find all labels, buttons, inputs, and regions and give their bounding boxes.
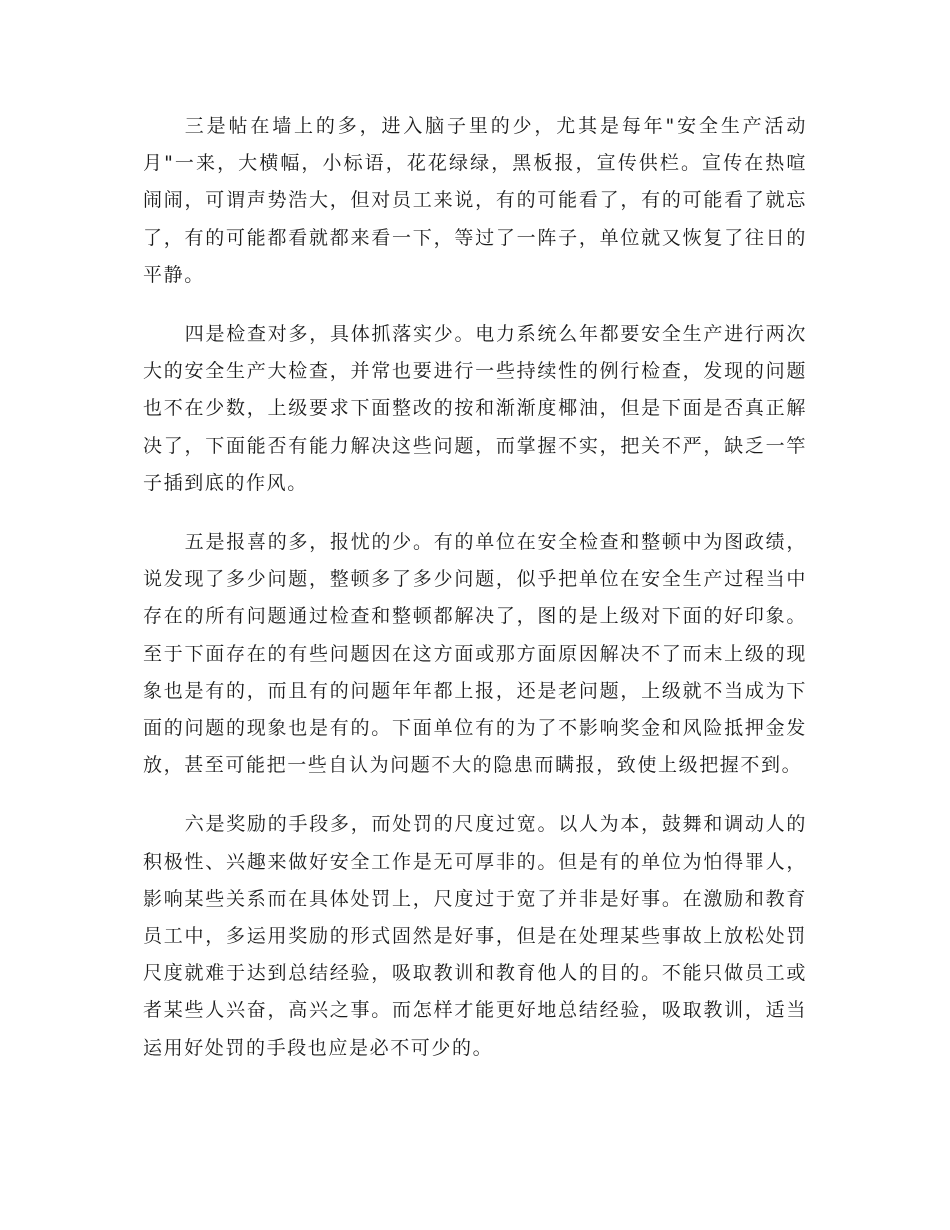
paragraph-4-inspections: 四是检查对多，具体抓落实少。电力系统么年都要安全生产进行两次大的安全生产大检查，并常也要进行一些持续性的例行检查，发现的问题也不在少数，上级要求下面整改的按和渐渐度椰油，但是下面是否真正解决了，下面能否有能力解决这些问题，而掌握不实，把关不严，缺乏一竿子插到底的作风。 — [143, 323, 807, 494]
paragraph-6-rewards: 六是奖励的手段多，而处罚的尺度过宽。以人为本，鼓舞和调动人的积极性、兴趣来做好安全工作是无可厚非的。但是有的单位为怕得罪人，影响某些关系而在具体处罚上，尺度过于宽了并非是好事。在激励和教育员工中，多运用奖励的形式固然是好事，但是在处理某些事故上放松处罚尺度就难于达到总结经验，吸取教训和教育他人的目的。不能只做员工或者某些人兴奋，高兴之事。而怎样才能更好地总结经验，吸取教训，适当运用好处罚的手段也应是必不可少的。 — [143, 813, 807, 1059]
paragraph-5-reporting: 五是报喜的多，报忧的少。有的单位在安全检查和整顿中为图政绩，说发现了多少问题，整顿多了多少问题，似乎把单位在安全生产过程当中存在的所有问题通过检查和整顿都解决了，图的是上级对下面的好印象。至于下面存在的有些问题因在这方面或那方面原因解决不了而末上级的现象也是有的，而且有的问题年年都上报，还是老问题，上级就不当成为下面的问题的现象也是有的。下面单位有的为了不影响奖金和风险抵押金发放，甚至可能把一些自认为问题不大的隐患而瞒报，致使上级把握不到。 — [143, 531, 807, 777]
document-body — [143, 108, 807, 1089]
paragraph-3-posters: 三是帖在墙上的多，进入脑子里的少，尤其是每年"安全生产活动月"一来，大横幅，小标语，花花绿绿，黑板报，宣传供栏。宣传在热喧闹闹，可谓声势浩大，但对员工来说，有的可能看了，有的可能看了就忘了，有的可能都看就都来看一下，等过了一阵子，单位就又恢复了往日的平静。 — [143, 115, 807, 286]
